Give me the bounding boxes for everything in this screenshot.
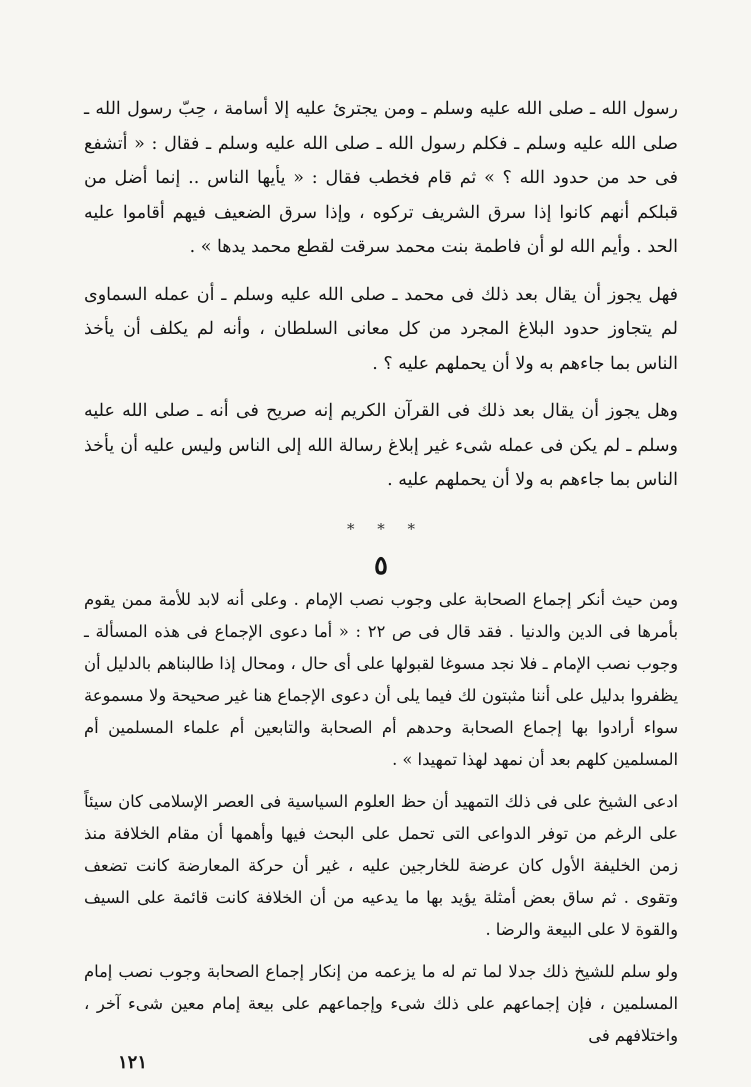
paragraph-question-quran: وهل يجوز أن يقال بعد ذلك فى القرآن الكريم إنه صريح فى أنه ـ صلى الله عليه وسلم ـ لم يكن فى عمله شىء غير إبلاغ رسالة الله إلى الناس وليس عليه أن يأخذ الناس بما جاءهم به ولا أن يحملهم عليه . — [84, 401, 678, 490]
section-separator: * * * — [346, 519, 416, 538]
section-number: ٥ — [374, 550, 388, 581]
paragraph-hadith: رسول الله ـ صلى الله عليه وسلم ـ ومن يجترئ عليه إلا أسامة ، حِبّ رسول الله ـ صلى الله عليه وسلم ـ فكلم رسول الله ـ صلى الله عليه وسلم ـ فقال : « أتشفع فى حد من حدود الله ؟ » ثم قام فخطب فقال : « يأيها الناس .. إنما أضل من قبلكم أنهم كانوا إذا سرق الشريف تركوه ، وإذا سرق الضعيف فيهم أقاموا عليه الحد . وأيم الله لو أن فاطمة بنت محمد سرقت لقطع محمد يدها » . — [84, 99, 678, 257]
paragraph-rebuttal: ولو سلم للشيخ ذلك جدلا لما تم له ما يزعمه من إنكار إجماع الصحابة وجوب نصب إمام المسلمين ، فإن إجماعهم على ذلك شىء وإجماعهم على بيعة إمام معين شىء آخر ، واختلافهم فى — [84, 961, 678, 1045]
paragraph-ijma: ومن حيث أنكر إجماع الصحابة على وجوب نصب الإمام . وعلى أنه لابد للأمة ممن يقوم بأمرها فى الدين والدنيا . فقد قال فى ص ٢٢ : « أما دعوى الإجماع فى هذه المسألة ـ وجوب نصب الإمام ـ فلا نجد مسوغا لقبولها على أى حال ، ومحال إذا طالبناهم بالدليل أن يظفروا بدليل على أننا مثبتون لك فيما يلى أن دعوى الإجماع هنا غير صحيحة ولا مسموعة سواء أرادوا بها إجماع الصحابة وحدهم أم الصحابة والتابعين أم علماء المسلمين أم المسلمين كلهم بعد أن نمهد لهذا تمهيدا » . — [84, 589, 679, 769]
page-number: ١٢١ — [118, 1052, 148, 1073]
page-body — [84, 92, 678, 1052]
paragraph-question-prophet: فهل يجوز أن يقال بعد ذلك فى محمد ـ صلى الله عليه وسلم ـ أن عمله السماوى لم يتجاوز حدود البلاغ المجرد من كل معانى السلطان ، وأنه لم يكلف أن يأخذ الناس بما جاءهم به ولا أن يحملهم عليه ؟ . — [84, 284, 678, 374]
paragraph-tamhid: ادعى الشيخ على فى ذلك التمهيد أن حظ العلوم السياسية فى العصر الإسلامى كان سيئاً على الرغم من توفر الدواعى التى تحمل على البحث فيها وأهمها أن مقام الخلافة منذ زمن الخليفة الأول كان عرضة للخارجين عليه ، غير أن حركة المعارضة كانت تضعف وتقوى . ثم ساق بعض أمثلة يؤيد بها ما يدعيه من أن الخلافة كانت قائمة على السيف والقوة لا على البيعة والرضا . — [84, 791, 678, 939]
